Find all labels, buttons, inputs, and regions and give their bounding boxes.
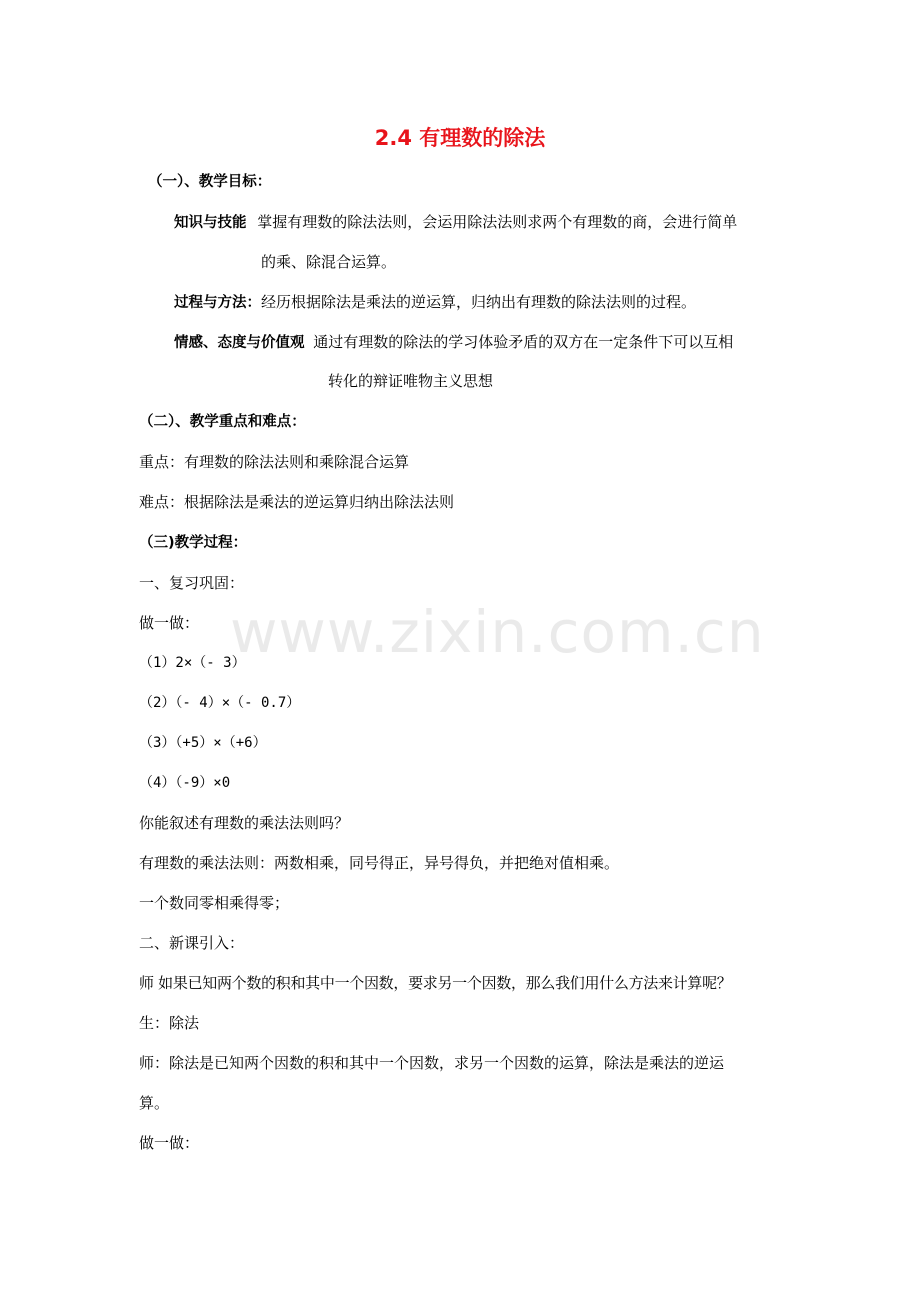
zero-rule: 一个数同零相乘得零； xyxy=(139,894,290,912)
student-answer: 生：除法 xyxy=(139,1014,200,1032)
section1-heading: （一）、教学目标： xyxy=(148,174,272,190)
exercise-1: （1）2×（- 3） xyxy=(139,655,246,671)
new-lesson-heading: 二、新课引入： xyxy=(139,934,245,952)
try-it-2: 做一做： xyxy=(139,1134,200,1152)
emotion-text: 通过有理数的除法的学习体验矛盾的双方在一定条件下可以互相 xyxy=(313,333,734,351)
process-line xyxy=(174,292,696,313)
section2-heading: （二）、教学重点和难点： xyxy=(139,414,306,430)
difficulty: 难点：根据除法是乘法的逆运算归纳出除法法则 xyxy=(139,493,455,511)
page-title: 2.4 有理数的除法 xyxy=(374,126,546,150)
watermark: www.zixin.com.cn xyxy=(230,598,765,666)
emotion-text-cont: 转化的辩证唯物主义思想 xyxy=(328,372,494,390)
emotion-label: 情感、态度与价值观 xyxy=(174,335,305,351)
emotion-line xyxy=(174,332,733,353)
knowledge-label: 知识与技能 xyxy=(174,215,247,231)
knowledge-text: 掌握有理数的除法法则，会运用除法法则求两个有理数的商，会进行简单 xyxy=(257,213,738,231)
process-label: 过程与方法： xyxy=(174,295,261,311)
teacher-explanation-cont: 算。 xyxy=(139,1094,170,1112)
section3-heading: （三)教学过程： xyxy=(139,535,248,551)
try-it-1: 做一做： xyxy=(139,614,200,632)
exercise-3: （3）（+5）×（+6） xyxy=(139,735,267,751)
teacher-explanation: 师：除法是已知两个因数的积和其中一个因数，求另一个因数的运算，除法是乘法的逆运 xyxy=(139,1054,725,1072)
knowledge-text-cont: 的乘、除混合运算。 xyxy=(261,253,397,271)
question: 你能叙述有理数的乘法法则吗？ xyxy=(139,814,350,832)
review-heading: 一、复习巩固： xyxy=(139,574,245,592)
exercise-4: （4）（-9）×0 xyxy=(139,775,231,791)
key-point: 重点：有理数的除法法则和乘除混合运算 xyxy=(139,453,410,471)
teacher-question: 师 如果已知两个数的积和其中一个因数，要求另一个因数，那么我们用什么方法来计算呢？ xyxy=(139,974,732,992)
knowledge-line xyxy=(174,212,737,233)
process-text: 经历根据除法是乘法的逆运算，归纳出有理数的除法法则的过程。 xyxy=(261,293,697,311)
multiplication-rule: 有理数的乘法法则：两数相乘，同号得正，异号得负，并把绝对值相乘。 xyxy=(139,854,620,872)
exercise-2: （2）（- 4）×（- 0.7） xyxy=(139,695,301,711)
